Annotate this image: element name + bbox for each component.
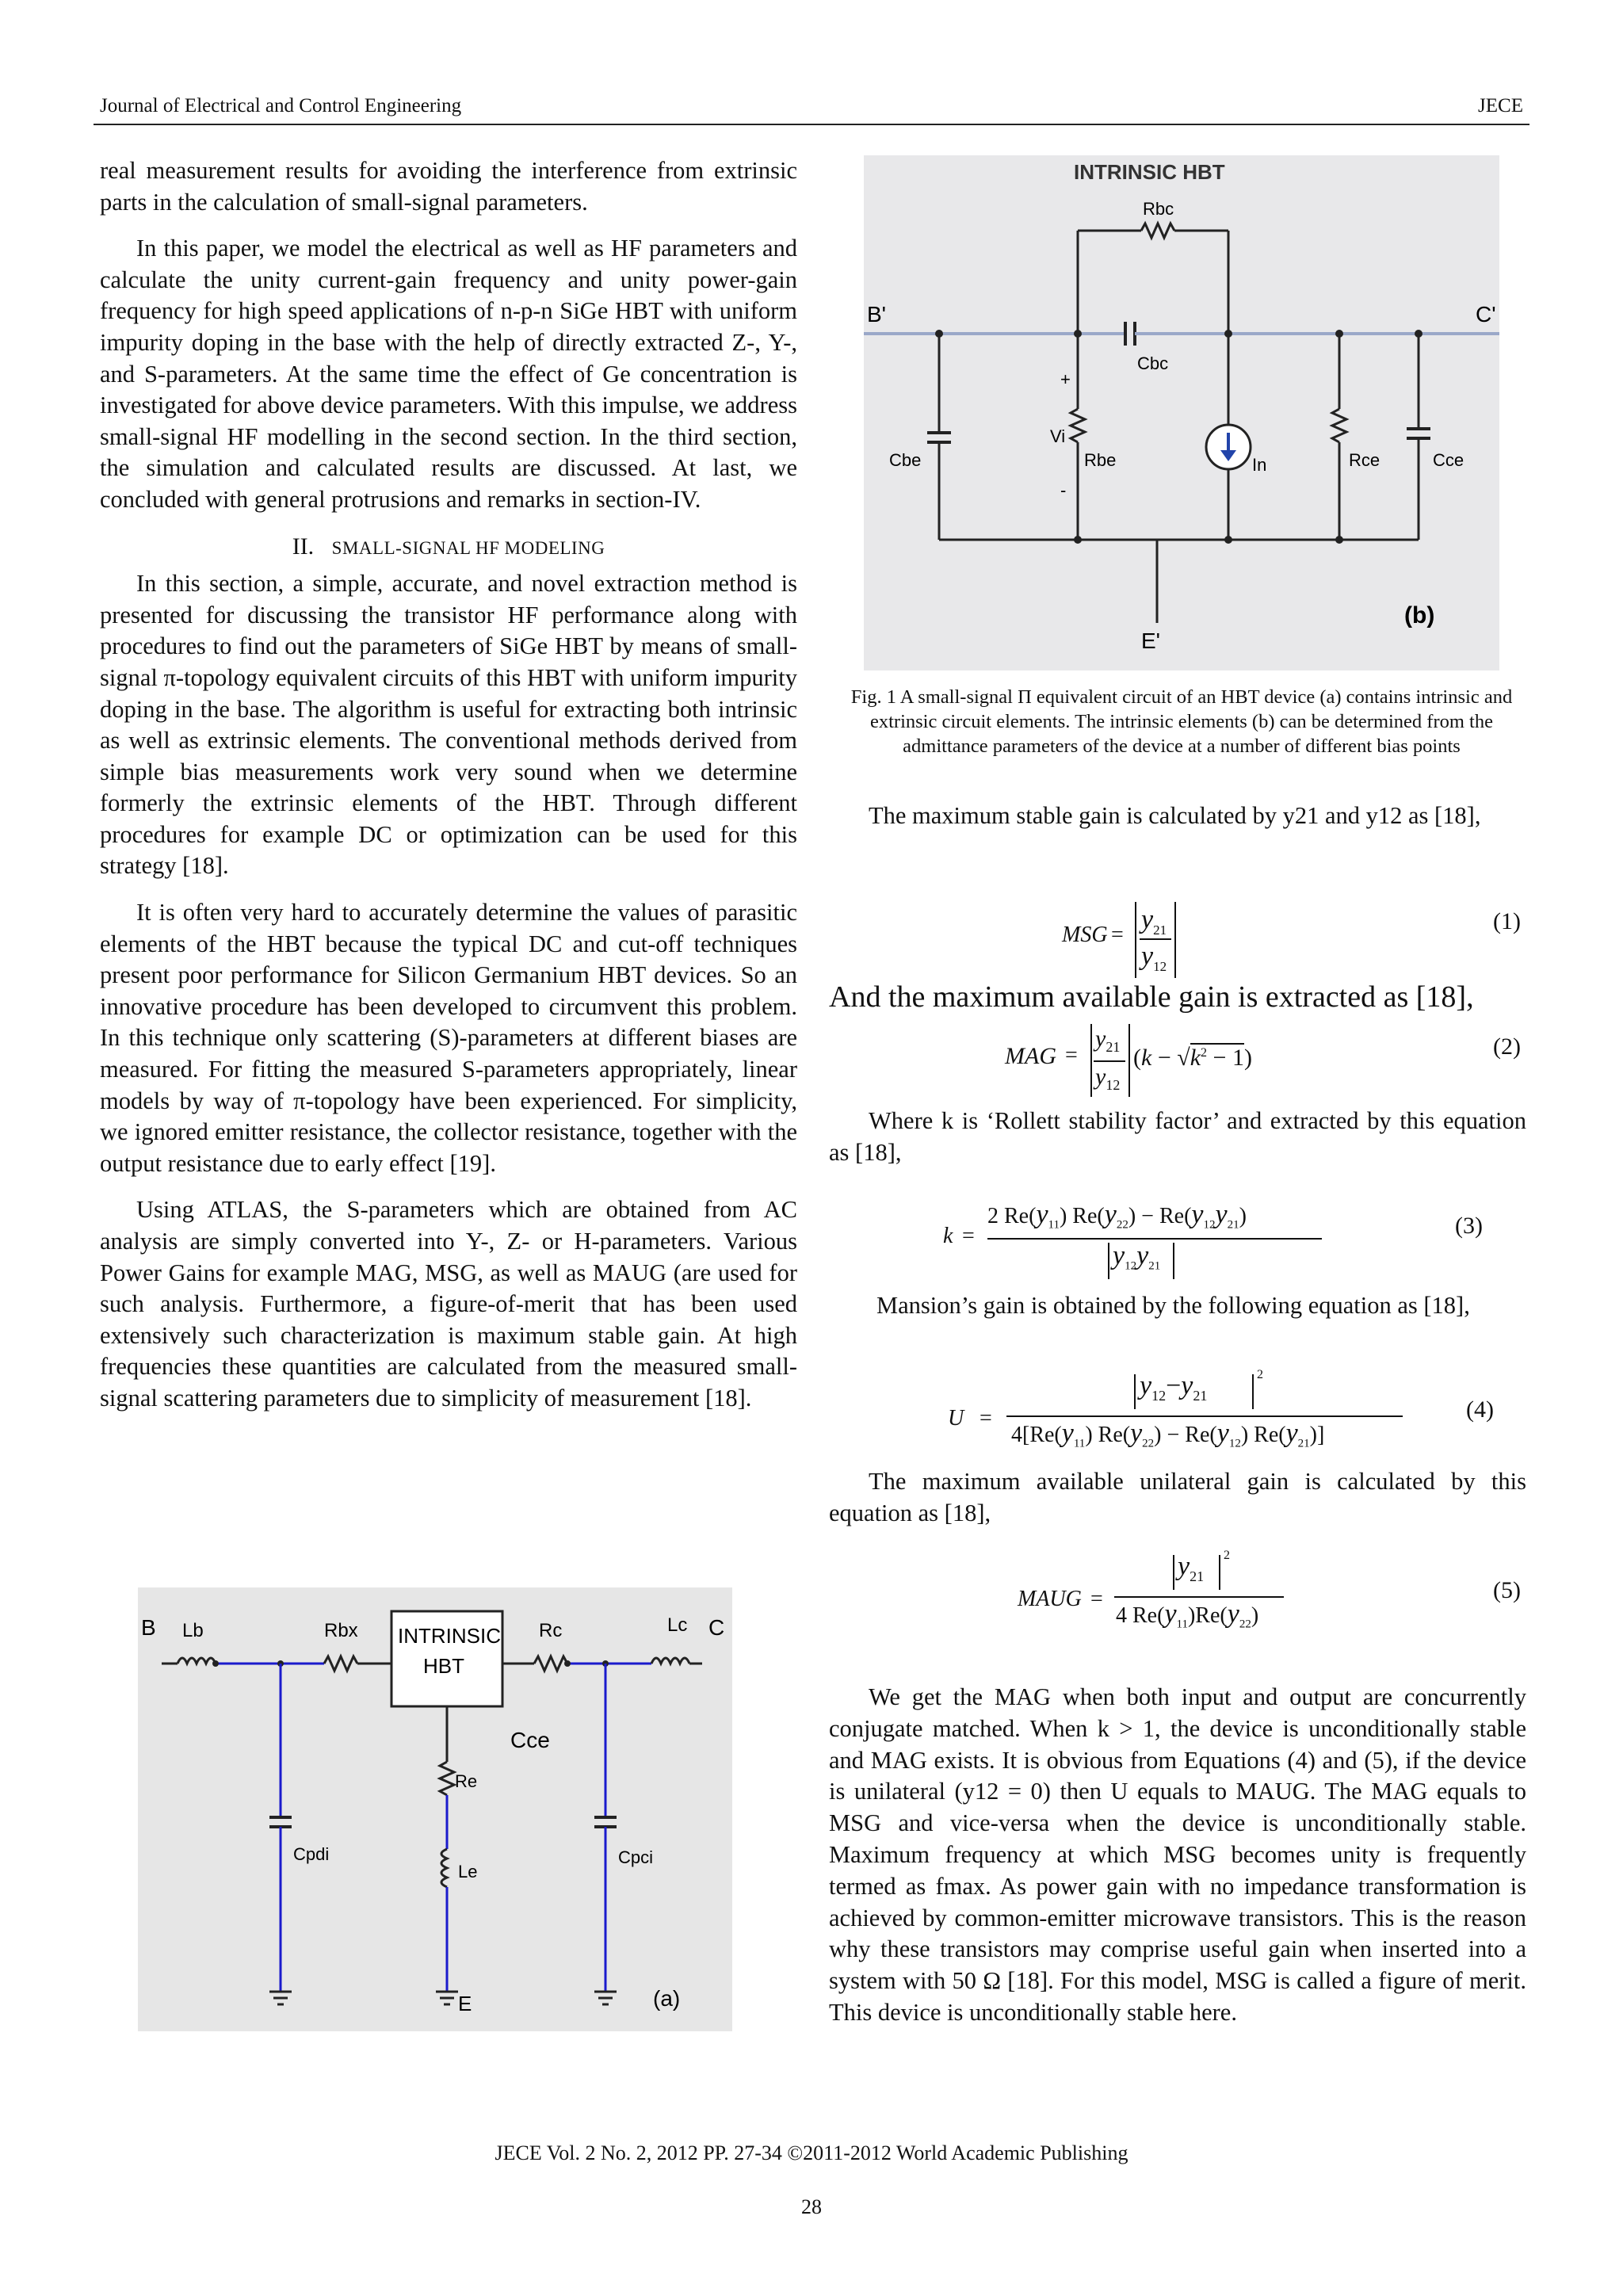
resistor-rbc-icon <box>1141 223 1174 238</box>
label-cbc: Cbc <box>1137 353 1169 373</box>
journal-abbr: JECE <box>1478 95 1523 117</box>
resistor-re-icon <box>440 1762 454 1795</box>
label-rbx: Rbx <box>324 1620 358 1641</box>
circuit-diagram-a <box>138 1587 732 2031</box>
label-c-prime: C' <box>1476 302 1496 327</box>
label-lc: Lc <box>667 1614 688 1636</box>
equation-5: MAUG = $y_{21}$ 2 4 $Re(y_{11})Re(y_{22})$ <box>1018 1552 1350 1639</box>
figure-caption: Fig. 1 A small-signal Π equivalent circuit of an HBT device (a) contains intrinsic and extrinsic circuit elements. The intrinsic elements (b) can be determined from the admittance parameters of the device at a number of different bias points <box>850 686 1513 757</box>
paragraph-u: Mansion’s gain is obtained by the following equation as [18], <box>876 1292 1470 1319</box>
header-rule <box>94 124 1529 125</box>
label-e: E <box>458 1992 472 2015</box>
paragraph: In this section, a simple, accurate, and novel extraction method is presented for discussing the transistor HF performance along with procedures to find out the parameters of SiGe HBT by means of small-signal π-topology equivalent circuits of this HBT with uniform impurity doping in the base. The algorithm is useful for extracting both intrinsic as well as extrinsic elements. The conventional methods derived from simple bias measurements work very sound when we determine formerly the extrinsic elements of the HBT. Through different procedures for example DC or optimization can be used for this strategy [18]. <box>100 570 797 880</box>
journal-title: Journal of Electrical and Control Engineering <box>100 95 462 117</box>
equation-2: MAG = $y_{21}$ $y_{12}$ $(k - √k^2 - 1)$ <box>1005 1022 1290 1102</box>
equation-3: k = 2 $Re(y_{11}) Re(y_{22}) - Re(y_{12}y_{21})$ $y_{12}y_{21}$ <box>943 1200 1339 1287</box>
paragraph-maug: The maximum available unilateral gain is calculated by this equation as [18], <box>829 1468 1526 1526</box>
section-heading <box>100 531 797 564</box>
label-rbc: Rbc <box>1143 199 1174 219</box>
label-re: Re <box>455 1771 478 1791</box>
paragraph-k: Where k is ‘Rollett stability factor’ and extracted by this equation as [18], <box>829 1107 1526 1166</box>
label-a: (a) <box>653 1986 681 2011</box>
paragraph: In this paper, we model the electrical as well as HF parameters and calculate the unity current-gain frequency and unity power-gain frequency for high speed applications of n-p-n SiGe HBT with uniform impurity doping in the base with the help of directly extracted Z-, Y-, and S-parameters. At the same time the effect of Ge concentration is investigated for above device parameters. With this impulse, we address small-signal HF modelling in the second section. In the third section, the simulation and calculated results are discussed. At last, we concluded with general protrusions and remarks in section-IV. <box>100 235 797 513</box>
label-b-fig: (b) <box>1404 602 1435 628</box>
equation-1: MSG = $y_{21}$ $y_{12}$ <box>1062 902 1197 981</box>
inductor-le-icon <box>441 1849 447 1887</box>
resistor-rce-icon <box>1332 409 1346 442</box>
section-number: II. <box>292 533 315 560</box>
left-column <box>100 155 797 1430</box>
paragraph: It is often very hard to accurately determine the values of parasitic elements of the HBT because the typical DC and cut-off techniques present poor performance for Silicon Germanium HBT devices. So an innovative procedure has been developed to circumvent this problem. In this technique only scattering (S)-parameters at different biases are measured. For fitting the measured S-parameters appropriately, linear models by way of π-topology have been experienced. For simplicity, we ignored emitter resistance, the collector resistance, together with the output resistance due to early effect [19]. <box>100 899 797 1177</box>
label-vi: Vi <box>1050 426 1066 446</box>
equation-3-number: (3) <box>1455 1213 1483 1239</box>
label-in: In <box>1252 455 1267 475</box>
figure-b <box>864 155 1499 670</box>
label-rbe: Rbe <box>1084 450 1117 470</box>
inductor-lc-icon <box>651 1658 689 1664</box>
label-cpci: Cpci <box>618 1847 654 1867</box>
equation-4: U = $y_{12}-y_{21}$ 2 $4[Re(y_{11}) Re(y_{22}) - Re(y_{12})$ $Re(y_{21})$] <box>948 1371 1423 1462</box>
paragraph-msg: The maximum stable gain is calculated by y21 and y12 as [18], <box>869 802 1481 829</box>
circuit-diagram-b <box>864 155 1499 670</box>
label-b: B <box>141 1615 156 1640</box>
figure-a <box>138 1587 732 2031</box>
footer-citation: JECE Vol. 2 No. 2, 2012 PP. 27-34 ©2011-2012 World Academic Publishing <box>495 2141 1128 2164</box>
label-minus: - <box>1060 480 1067 500</box>
resistor-rc-icon <box>534 1656 567 1671</box>
label-cpdi: Cpdi <box>293 1844 330 1864</box>
equation-1-number: (1) <box>1493 908 1521 934</box>
equation-4-number: (4) <box>1466 1396 1494 1423</box>
paragraph: Using ATLAS, the S-parameters which are obtained from AC analysis are simply converted into Y-, Z- or H-parameters. Various Power Gains for example MAG, MSG, as well as MAUG (are used for such analysis. Furthermore, a figure-of-merit that has been used extensively such characterization is maximum stable gain. At high frequencies these quantities are calculated from the measured small-signal scattering parameters due to simplicity of measurement [18]. <box>100 1196 797 1412</box>
label-e-prime: E' <box>1141 628 1161 653</box>
label-rc: Rc <box>539 1620 563 1641</box>
label-cce: Cce <box>510 1728 550 1752</box>
resistor-rbe-icon <box>1071 409 1085 442</box>
label-lb: Lb <box>182 1620 204 1641</box>
paragraph-last: We get the MAG when both input and output are concurrently conjugate matched. When k > 1, the device is unconditionally stable and MAG exists. It is obvious from Equations (4) and (5), if the device is unilateral (y12 = 0) then U equals to MAUG. The MAG equals to MSG and vice-versa when the device is unconditionally stable. Maximum frequency at which MSG becomes unity is frequently termed as fmax. As power gain with no impedance transformation is achieved by common-emitter microwave transistors. This is the reason why these transistors may comprise useful gain when inserted into a system with 50 Ω [18]. For this model, MSG is called a figure of merit. This device is unconditionally stable here. <box>829 1683 1526 2026</box>
label-plus: + <box>1060 369 1071 389</box>
inductor-lb-icon <box>178 1658 216 1664</box>
page-number: 28 <box>801 2195 822 2218</box>
label-rce: Rce <box>1349 450 1381 470</box>
label-intrinsic: INTRINSIC <box>398 1624 501 1648</box>
figure-b-title: INTRINSIC HBT <box>1074 160 1225 184</box>
equation-5-number: (5) <box>1493 1577 1521 1603</box>
equation-2-number: (2) <box>1493 1033 1521 1060</box>
label-b-prime: B' <box>867 302 887 327</box>
section-title: SMALL-SIGNAL HF MODELING <box>331 537 605 558</box>
resistor-rbx-icon <box>324 1656 357 1671</box>
label-cbe: Cbe <box>889 450 922 470</box>
label-hbt: HBT <box>423 1654 464 1678</box>
label-c: C <box>708 1615 725 1640</box>
label-le: Le <box>458 1862 478 1881</box>
paragraph: real measurement results for avoiding the interference from extrinsic parts in the calculation of small-signal parameters. <box>100 157 797 216</box>
paragraph-mag: And the maximum available gain is extracted as [18], <box>829 980 1474 1014</box>
label-cce: Cce <box>1433 450 1465 470</box>
